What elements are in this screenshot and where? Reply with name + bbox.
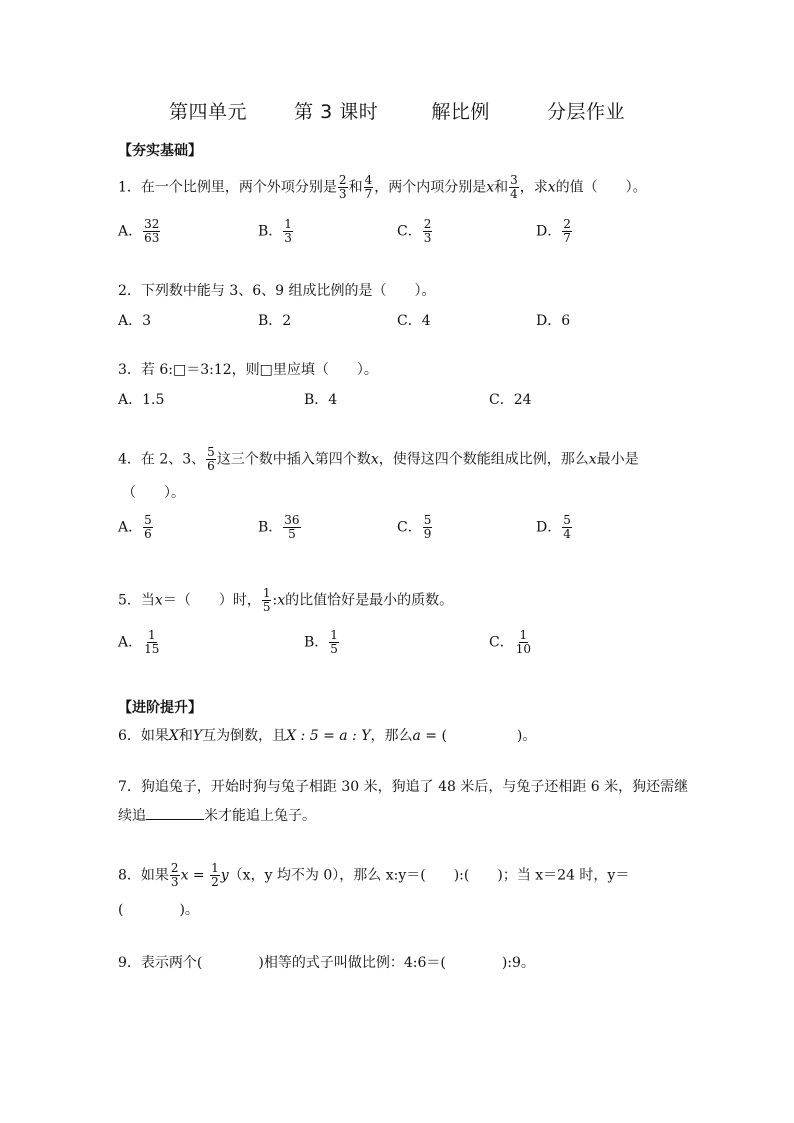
q2-option-d: D．6	[536, 313, 571, 329]
q1-option-b: B． $\frac{1}{3}$	[258, 217, 292, 245]
q1-option-a: A． $\frac{32}{63}$	[118, 217, 160, 245]
title-topic: 解比例	[431, 101, 490, 123]
answer-blank[interactable]	[146, 819, 204, 820]
fraction: $\frac{1}{5}$	[262, 586, 271, 614]
q4-option-b: B． $\frac{36}{5}$	[258, 513, 300, 541]
question-1: 1．在一个比例里，两个外项分别是 $\frac{2}{3}$ 和 $\frac{4}{7}$ ，两个内项分别是x和 $\frac{3}{4}$ ，求x的值（ ）。	[118, 173, 647, 201]
fraction: $\frac{4}{7}$	[364, 173, 373, 201]
question-7-line1: 7．狗追兔子，开始时狗与兔子相距 30 米，狗追了 48 米后，与兔子还相距 6 米，狗还需继	[118, 779, 689, 795]
question-4: 4．在 2、3、 $\frac{5}{6}$ 这三个数中插入第四个数x，使得这四个数能组成比例，那么x最小是	[118, 445, 639, 473]
q1-option-c: C． $\frac{2}{3}$	[397, 217, 432, 245]
question-5: 5．当x＝（ ）时， $\frac{1}{5}$ :x的比值恰好是最小的质数。	[118, 586, 454, 614]
q3-option-c: C．24	[489, 392, 532, 408]
question-2: 2．下列数中能与 3、6、9 组成比例的是（ ）。	[118, 283, 436, 299]
q2-option-c: C．4	[397, 313, 431, 329]
question-8-line2: ( )。	[118, 902, 199, 918]
title-homework: 分层作业	[546, 101, 625, 123]
question-6: 6．如果X和Y互为倒数，且X : 5 = a : Y，那么a = ( )。	[118, 728, 537, 744]
page-title	[0, 97, 794, 124]
q4-option-a: A． $\frac{5}{6}$	[118, 513, 152, 541]
q3-option-a: A．1.5	[118, 392, 165, 408]
title-unit: 第四单元	[169, 101, 248, 123]
q4-option-c: C． $\frac{5}{9}$	[397, 513, 432, 541]
question-3: 3．若 6:□＝3:12，则□里应填（ ）。	[118, 362, 378, 378]
q3-option-b: B．4	[304, 392, 338, 408]
fraction: $\frac{3}{4}$	[510, 173, 518, 201]
q1-option-d: D． $\frac{2}{7}$	[536, 217, 571, 245]
q4-option-d: D． $\frac{5}{4}$	[536, 513, 571, 541]
q5-option-a: A． $\frac{1}{15}$	[118, 628, 160, 656]
fraction: $\frac{5}{6}$	[207, 445, 215, 473]
question-9: 9．表示两个( )相等的式子叫做比例：4:6＝( ):9。	[118, 955, 535, 971]
title-lesson: 第 3 课时	[294, 101, 379, 123]
q2-option-b: B．2	[258, 313, 292, 329]
question-4-line2: （ ）。	[122, 485, 185, 501]
question-8: 8．如果 $\frac{2}{3}$ x = $\frac{1}{2}$ y（x，y 均不为 0），那么 x:y＝( ):( )；当 x＝24 时，y＝	[118, 861, 630, 889]
q5-option-c: C． $\frac{1}{10}$	[489, 628, 531, 656]
q5-option-b: B． $\frac{1}{5}$	[304, 628, 338, 656]
fraction: $\frac{2}{3}$	[338, 173, 347, 201]
section-basic: 【夯实基础】	[118, 143, 202, 159]
q2-option-a: A．3	[118, 313, 152, 329]
section-advanced: 【进阶提升】	[118, 700, 202, 716]
fraction: $\frac{2}{3}$	[170, 861, 179, 889]
question-7-line2: 续追 米才能追上兔子。	[118, 808, 316, 824]
fraction: $\frac{1}{2}$	[211, 861, 219, 889]
